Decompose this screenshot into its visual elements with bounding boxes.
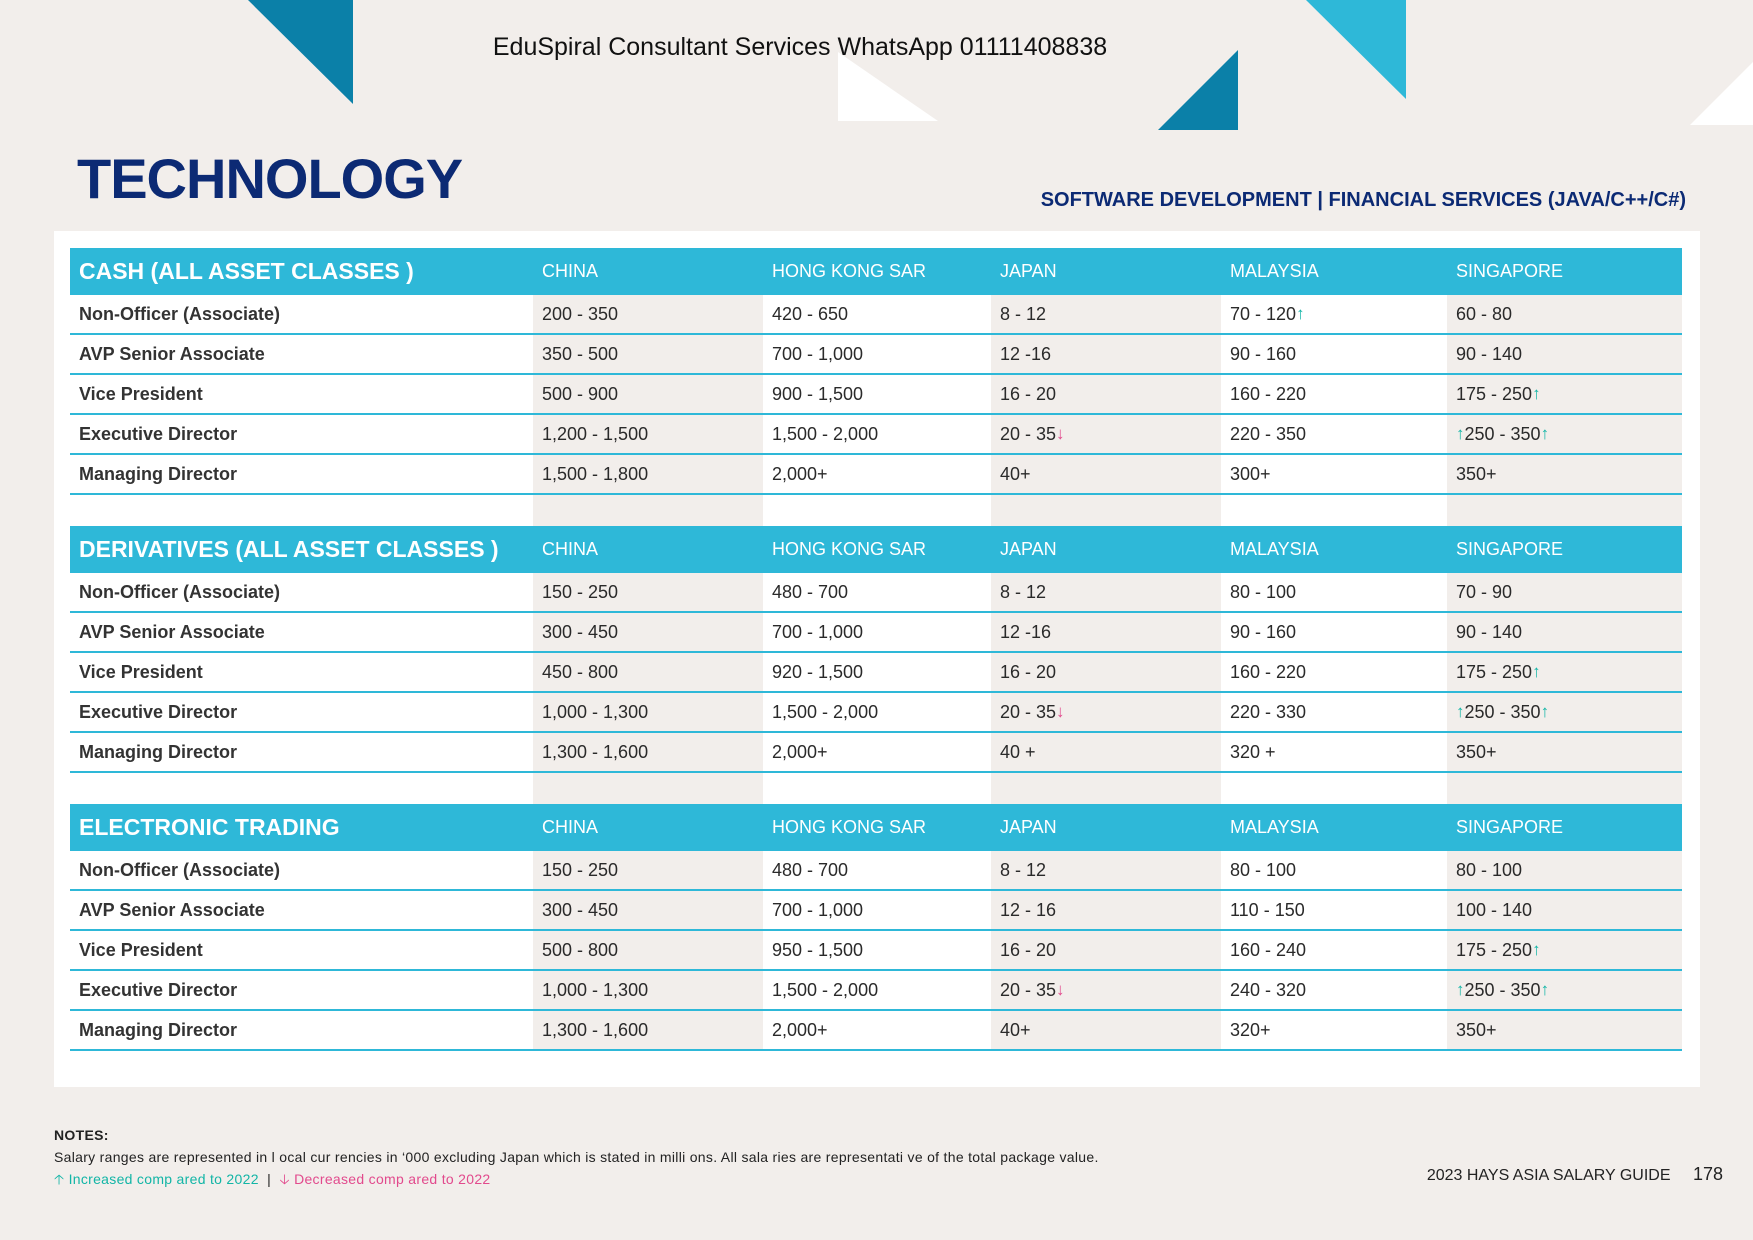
salary-cell <box>763 653 991 691</box>
up-arrow-icon: ↑ <box>1540 702 1550 721</box>
column-header: CHINA <box>542 539 599 559</box>
salary-value: 80 - 100 <box>1456 859 1523 880</box>
section-title: CASH (ALL ASSET CLASSES ) <box>79 258 414 284</box>
up-arrow-icon: ↑ <box>1532 662 1541 681</box>
salary-cell <box>533 931 763 969</box>
salary-value: 500 - 800 <box>542 939 619 960</box>
table-row <box>70 613 1682 653</box>
section-table <box>70 804 1682 1051</box>
salary-value: 1,000 - 1,300 <box>542 701 649 722</box>
salary-value: 8 - 12 <box>1000 581 1047 602</box>
salary-value: 150 - 250 <box>542 859 619 880</box>
up-arrow-icon: ↑ <box>1540 424 1550 443</box>
table-row <box>70 573 1682 613</box>
salary-cell <box>533 415 763 453</box>
salary-cell <box>1221 415 1447 453</box>
salary-value: 900 - 1,500 <box>772 383 864 404</box>
up-arrow-icon: ↑ <box>1532 384 1541 403</box>
salary-value: 700 - 1,000 <box>772 899 864 920</box>
salary-value: 150 - 250 <box>542 581 619 602</box>
salary-tables <box>70 248 1682 1051</box>
column-header: SINGAPORE <box>1456 539 1564 559</box>
salary-cell <box>991 455 1221 493</box>
salary-cell <box>1447 733 1682 771</box>
salary-value: 20 - 35 <box>1000 423 1057 444</box>
table-row <box>70 455 1682 495</box>
table-row <box>70 851 1682 891</box>
salary-cell <box>991 375 1221 413</box>
salary-cell <box>1447 613 1682 651</box>
salary-cell <box>763 851 991 889</box>
salary-value: 160 - 240 <box>1230 939 1307 960</box>
section-header <box>70 804 1682 851</box>
salary-value: 175 - 250 <box>1456 383 1533 404</box>
salary-value: 2,000+ <box>772 741 828 762</box>
salary-value: 1,300 - 1,600 <box>542 1019 649 1040</box>
salary-cell <box>533 335 763 373</box>
salary-cell <box>1221 851 1447 889</box>
salary-value: 1,500 - 2,000 <box>772 423 879 444</box>
up-arrow-icon: ↑ <box>1456 980 1465 999</box>
salary-value: 2,000+ <box>772 1019 828 1040</box>
salary-cell <box>991 693 1221 731</box>
salary-value: 110 - 150 <box>1230 899 1305 920</box>
salary-value: 1,200 - 1,500 <box>542 423 649 444</box>
salary-value: 1,500 - 2,000 <box>772 701 879 722</box>
salary-value: 1,300 - 1,600 <box>542 741 649 762</box>
salary-value: 450 - 800 <box>542 661 619 682</box>
salary-cell <box>533 733 763 771</box>
salary-value: 350+ <box>1456 463 1497 484</box>
salary-cell <box>1221 931 1447 969</box>
salary-value: 8 - 12 <box>1000 859 1047 880</box>
salary-value: 20 - 35 <box>1000 979 1057 1000</box>
column-header: MALAYSIA <box>1230 817 1319 837</box>
salary-value: 90 - 160 <box>1230 621 1297 642</box>
salary-value: 12 -16 <box>1000 621 1052 642</box>
salary-value: 100 - 140 <box>1456 899 1533 920</box>
salary-cell <box>533 375 763 413</box>
role-label: AVP Senior Associate <box>79 343 265 364</box>
salary-cell <box>1447 295 1682 333</box>
section-title: ELECTRONIC TRADING <box>79 814 340 840</box>
salary-cell <box>991 971 1221 1009</box>
salary-cell <box>763 455 991 493</box>
salary-cell <box>763 891 991 929</box>
up-arrow-icon: 🡡 <box>54 1171 65 1187</box>
salary-cell <box>763 693 991 731</box>
salary-value: 320+ <box>1230 1019 1271 1040</box>
salary-cell <box>1221 653 1447 691</box>
table-row <box>70 931 1682 971</box>
salary-value: 90 - 160 <box>1230 343 1297 364</box>
salary-cell <box>1221 891 1447 929</box>
salary-value: 1,000 - 1,300 <box>542 979 649 1000</box>
column-header: HONG KONG SAR <box>772 539 927 559</box>
salary-value: 175 - 250 <box>1456 939 1533 960</box>
section-title: DERIVATIVES (ALL ASSET CLASSES ) <box>79 536 499 562</box>
role-label: Executive Director <box>79 979 238 1000</box>
salary-cell <box>1221 455 1447 493</box>
header-text: EduSpiral Consultant Services WhatsApp 01111408838 <box>492 33 1108 61</box>
role-label: Non-Officer (Associate) <box>79 859 281 880</box>
salary-value: 16 - 20 <box>1000 661 1057 682</box>
salary-cell <box>1447 971 1682 1009</box>
salary-cell <box>533 851 763 889</box>
salary-cell <box>1221 573 1447 611</box>
notes <box>54 1124 1099 1190</box>
guide-name: 2023 HAYS ASIA SALARY GUIDE <box>1426 1167 1671 1184</box>
salary-cell <box>763 613 991 651</box>
salary-value: 12 - 16 <box>1000 899 1057 920</box>
salary-value: 90 - 140 <box>1456 621 1523 642</box>
salary-value: 1,500 - 1,800 <box>542 463 649 484</box>
salary-cell <box>1447 455 1682 493</box>
up-arrow-icon: ↑ <box>1540 980 1550 999</box>
salary-cell <box>533 613 763 651</box>
salary-value: 220 - 330 <box>1230 701 1307 722</box>
salary-cell <box>991 335 1221 373</box>
section-header <box>70 526 1682 573</box>
down-arrow-icon: ↓ <box>1056 980 1065 999</box>
down-arrow-icon: ↓ <box>1056 702 1065 721</box>
table-row <box>70 693 1682 733</box>
salary-cell <box>533 295 763 333</box>
table-row <box>70 1011 1682 1051</box>
table-row <box>70 733 1682 773</box>
role-label: Executive Director <box>79 701 238 722</box>
salary-value: 70 - 120 <box>1230 303 1297 324</box>
salary-cell <box>763 295 991 333</box>
salary-value: 16 - 20 <box>1000 383 1057 404</box>
salary-value: 250 - 350 <box>1464 423 1541 444</box>
role-label: Executive Director <box>79 423 238 444</box>
legend-separator: | <box>267 1171 272 1187</box>
salary-value: 8 - 12 <box>1000 303 1047 324</box>
salary-value: 70 - 90 <box>1456 581 1513 602</box>
salary-value: 1,500 - 2,000 <box>772 979 879 1000</box>
legend <box>54 1168 1099 1190</box>
column-header: MALAYSIA <box>1230 539 1319 559</box>
salary-value: 350 - 500 <box>542 343 619 364</box>
up-arrow-icon: ↑ <box>1296 304 1305 323</box>
salary-cell <box>991 613 1221 651</box>
salary-value: 60 - 80 <box>1456 303 1513 324</box>
salary-cell <box>991 733 1221 771</box>
role-label: AVP Senior Associate <box>79 621 265 642</box>
section-spacer <box>70 495 1682 526</box>
notes-text: Salary ranges are represented in l ocal cur rencies in ‘000 excluding Japan which is stated in milli ons. All sala ries are representati ve of the total package value. <box>54 1149 1099 1165</box>
salary-cell <box>533 573 763 611</box>
decorative-triangles <box>0 0 1753 140</box>
salary-cell <box>1447 375 1682 413</box>
role-label: Managing Director <box>79 463 238 484</box>
column-header: SINGAPORE <box>1456 261 1564 281</box>
salary-value: 250 - 350 <box>1464 979 1541 1000</box>
page-number: 178 <box>1692 1164 1723 1184</box>
salary-cell <box>991 891 1221 929</box>
salary-cell <box>1447 653 1682 691</box>
salary-cell <box>763 733 991 771</box>
role-label: Non-Officer (Associate) <box>79 581 281 602</box>
salary-value: 240 - 320 <box>1230 979 1307 1000</box>
salary-cell <box>763 931 991 969</box>
legend-decrease: Decreased comp ared to 2022 <box>294 1171 491 1187</box>
salary-value: 20 - 35 <box>1000 701 1057 722</box>
salary-value: 350+ <box>1456 741 1497 762</box>
salary-cell <box>1221 375 1447 413</box>
salary-value: 480 - 700 <box>772 859 849 880</box>
table-row <box>70 415 1682 455</box>
salary-value: 40 + <box>1000 741 1036 762</box>
triangle-white-right <box>1690 62 1753 125</box>
column-header: CHINA <box>542 817 599 837</box>
salary-cell <box>1447 851 1682 889</box>
salary-cell <box>1447 931 1682 969</box>
down-arrow-icon: ↓ <box>1056 424 1065 443</box>
salary-value: 700 - 1,000 <box>772 621 864 642</box>
section-table <box>70 526 1682 804</box>
salary-cell <box>1221 693 1447 731</box>
table-row <box>70 891 1682 931</box>
section-table <box>70 248 1682 526</box>
triangle-dark-center <box>1158 50 1238 130</box>
role-label: Vice President <box>79 383 203 404</box>
salary-cell <box>533 971 763 1009</box>
role-label: Vice President <box>79 939 203 960</box>
section-header <box>70 248 1682 295</box>
salary-value: 160 - 220 <box>1230 383 1307 404</box>
table-row <box>70 375 1682 415</box>
salary-cell <box>763 375 991 413</box>
salary-value: 300 - 450 <box>542 621 619 642</box>
role-label: Managing Director <box>79 1019 238 1040</box>
salary-value: 220 - 350 <box>1230 423 1307 444</box>
legend-increase: Increased comp ared to 2022 <box>68 1171 259 1187</box>
salary-value: 700 - 1,000 <box>772 343 864 364</box>
role-label: Managing Director <box>79 741 238 762</box>
down-arrow-icon: 🡣 <box>279 1171 290 1187</box>
table-row <box>70 653 1682 693</box>
section-spacer <box>70 773 1682 804</box>
salary-value: 420 - 650 <box>772 303 849 324</box>
column-header: JAPAN <box>1000 261 1057 281</box>
page-subtitle: SOFTWARE DEVELOPMENT | FINANCIAL SERVICES (JAVA/C++/C#) <box>1040 189 1686 211</box>
salary-value: 950 - 1,500 <box>772 939 864 960</box>
salary-value: 175 - 250 <box>1456 661 1533 682</box>
salary-value: 160 - 220 <box>1230 661 1307 682</box>
salary-value: 350+ <box>1456 1019 1497 1040</box>
role-label: Non-Officer (Associate) <box>79 303 281 324</box>
up-arrow-icon: ↑ <box>1456 424 1465 443</box>
salary-cell <box>1221 613 1447 651</box>
salary-cell <box>991 1011 1221 1049</box>
triangle-white-center <box>838 52 938 121</box>
salary-value: 200 - 350 <box>542 303 619 324</box>
salary-value: 80 - 100 <box>1230 581 1297 602</box>
salary-value: 320 + <box>1230 741 1276 762</box>
salary-cell <box>763 573 991 611</box>
salary-value: 480 - 700 <box>772 581 849 602</box>
salary-value: 500 - 900 <box>542 383 619 404</box>
salary-cell <box>991 415 1221 453</box>
salary-cell <box>1447 573 1682 611</box>
salary-cell <box>763 1011 991 1049</box>
page-title: TECHNOLOGY <box>77 147 463 210</box>
column-header: MALAYSIA <box>1230 261 1319 281</box>
salary-cell <box>1221 971 1447 1009</box>
salary-value: 300 - 450 <box>542 899 619 920</box>
salary-cell <box>1221 1011 1447 1049</box>
salary-value: 40+ <box>1000 1019 1031 1040</box>
role-label: Vice President <box>79 661 203 682</box>
salary-cell <box>1447 693 1682 731</box>
salary-value: 12 -16 <box>1000 343 1052 364</box>
salary-value: 2,000+ <box>772 463 828 484</box>
salary-cell <box>1221 733 1447 771</box>
salary-cell <box>1221 295 1447 333</box>
table-row <box>70 295 1682 335</box>
salary-value: 40+ <box>1000 463 1031 484</box>
salary-cell <box>763 415 991 453</box>
salary-value: 920 - 1,500 <box>772 661 864 682</box>
column-header: CHINA <box>542 261 599 281</box>
salary-cell <box>1447 335 1682 373</box>
salary-cell <box>991 931 1221 969</box>
salary-cell <box>763 971 991 1009</box>
salary-cell <box>991 573 1221 611</box>
salary-cell <box>1221 335 1447 373</box>
salary-cell <box>533 653 763 691</box>
salary-value: 16 - 20 <box>1000 939 1057 960</box>
column-header: HONG KONG SAR <box>772 817 927 837</box>
column-header: HONG KONG SAR <box>772 261 927 281</box>
table-row <box>70 971 1682 1011</box>
salary-cell <box>991 653 1221 691</box>
up-arrow-icon: ↑ <box>1532 940 1541 959</box>
salary-value: 90 - 140 <box>1456 343 1523 364</box>
salary-cell <box>533 455 763 493</box>
column-header: SINGAPORE <box>1456 817 1564 837</box>
salary-value: 250 - 350 <box>1464 701 1541 722</box>
table-row <box>70 335 1682 375</box>
salary-cell <box>533 891 763 929</box>
role-label: AVP Senior Associate <box>79 899 265 920</box>
column-header: JAPAN <box>1000 817 1057 837</box>
salary-cell <box>1447 891 1682 929</box>
salary-value: 300+ <box>1230 463 1271 484</box>
footer <box>1427 1164 1723 1185</box>
salary-cell <box>991 851 1221 889</box>
up-arrow-icon: ↑ <box>1456 702 1465 721</box>
salary-cell <box>533 1011 763 1049</box>
salary-cell <box>1447 415 1682 453</box>
salary-cell <box>533 693 763 731</box>
salary-cell <box>1447 1011 1682 1049</box>
notes-label: NOTES: <box>54 1127 109 1143</box>
salary-cell <box>763 335 991 373</box>
column-header: JAPAN <box>1000 539 1057 559</box>
salary-value: 80 - 100 <box>1230 859 1297 880</box>
salary-cell <box>991 295 1221 333</box>
